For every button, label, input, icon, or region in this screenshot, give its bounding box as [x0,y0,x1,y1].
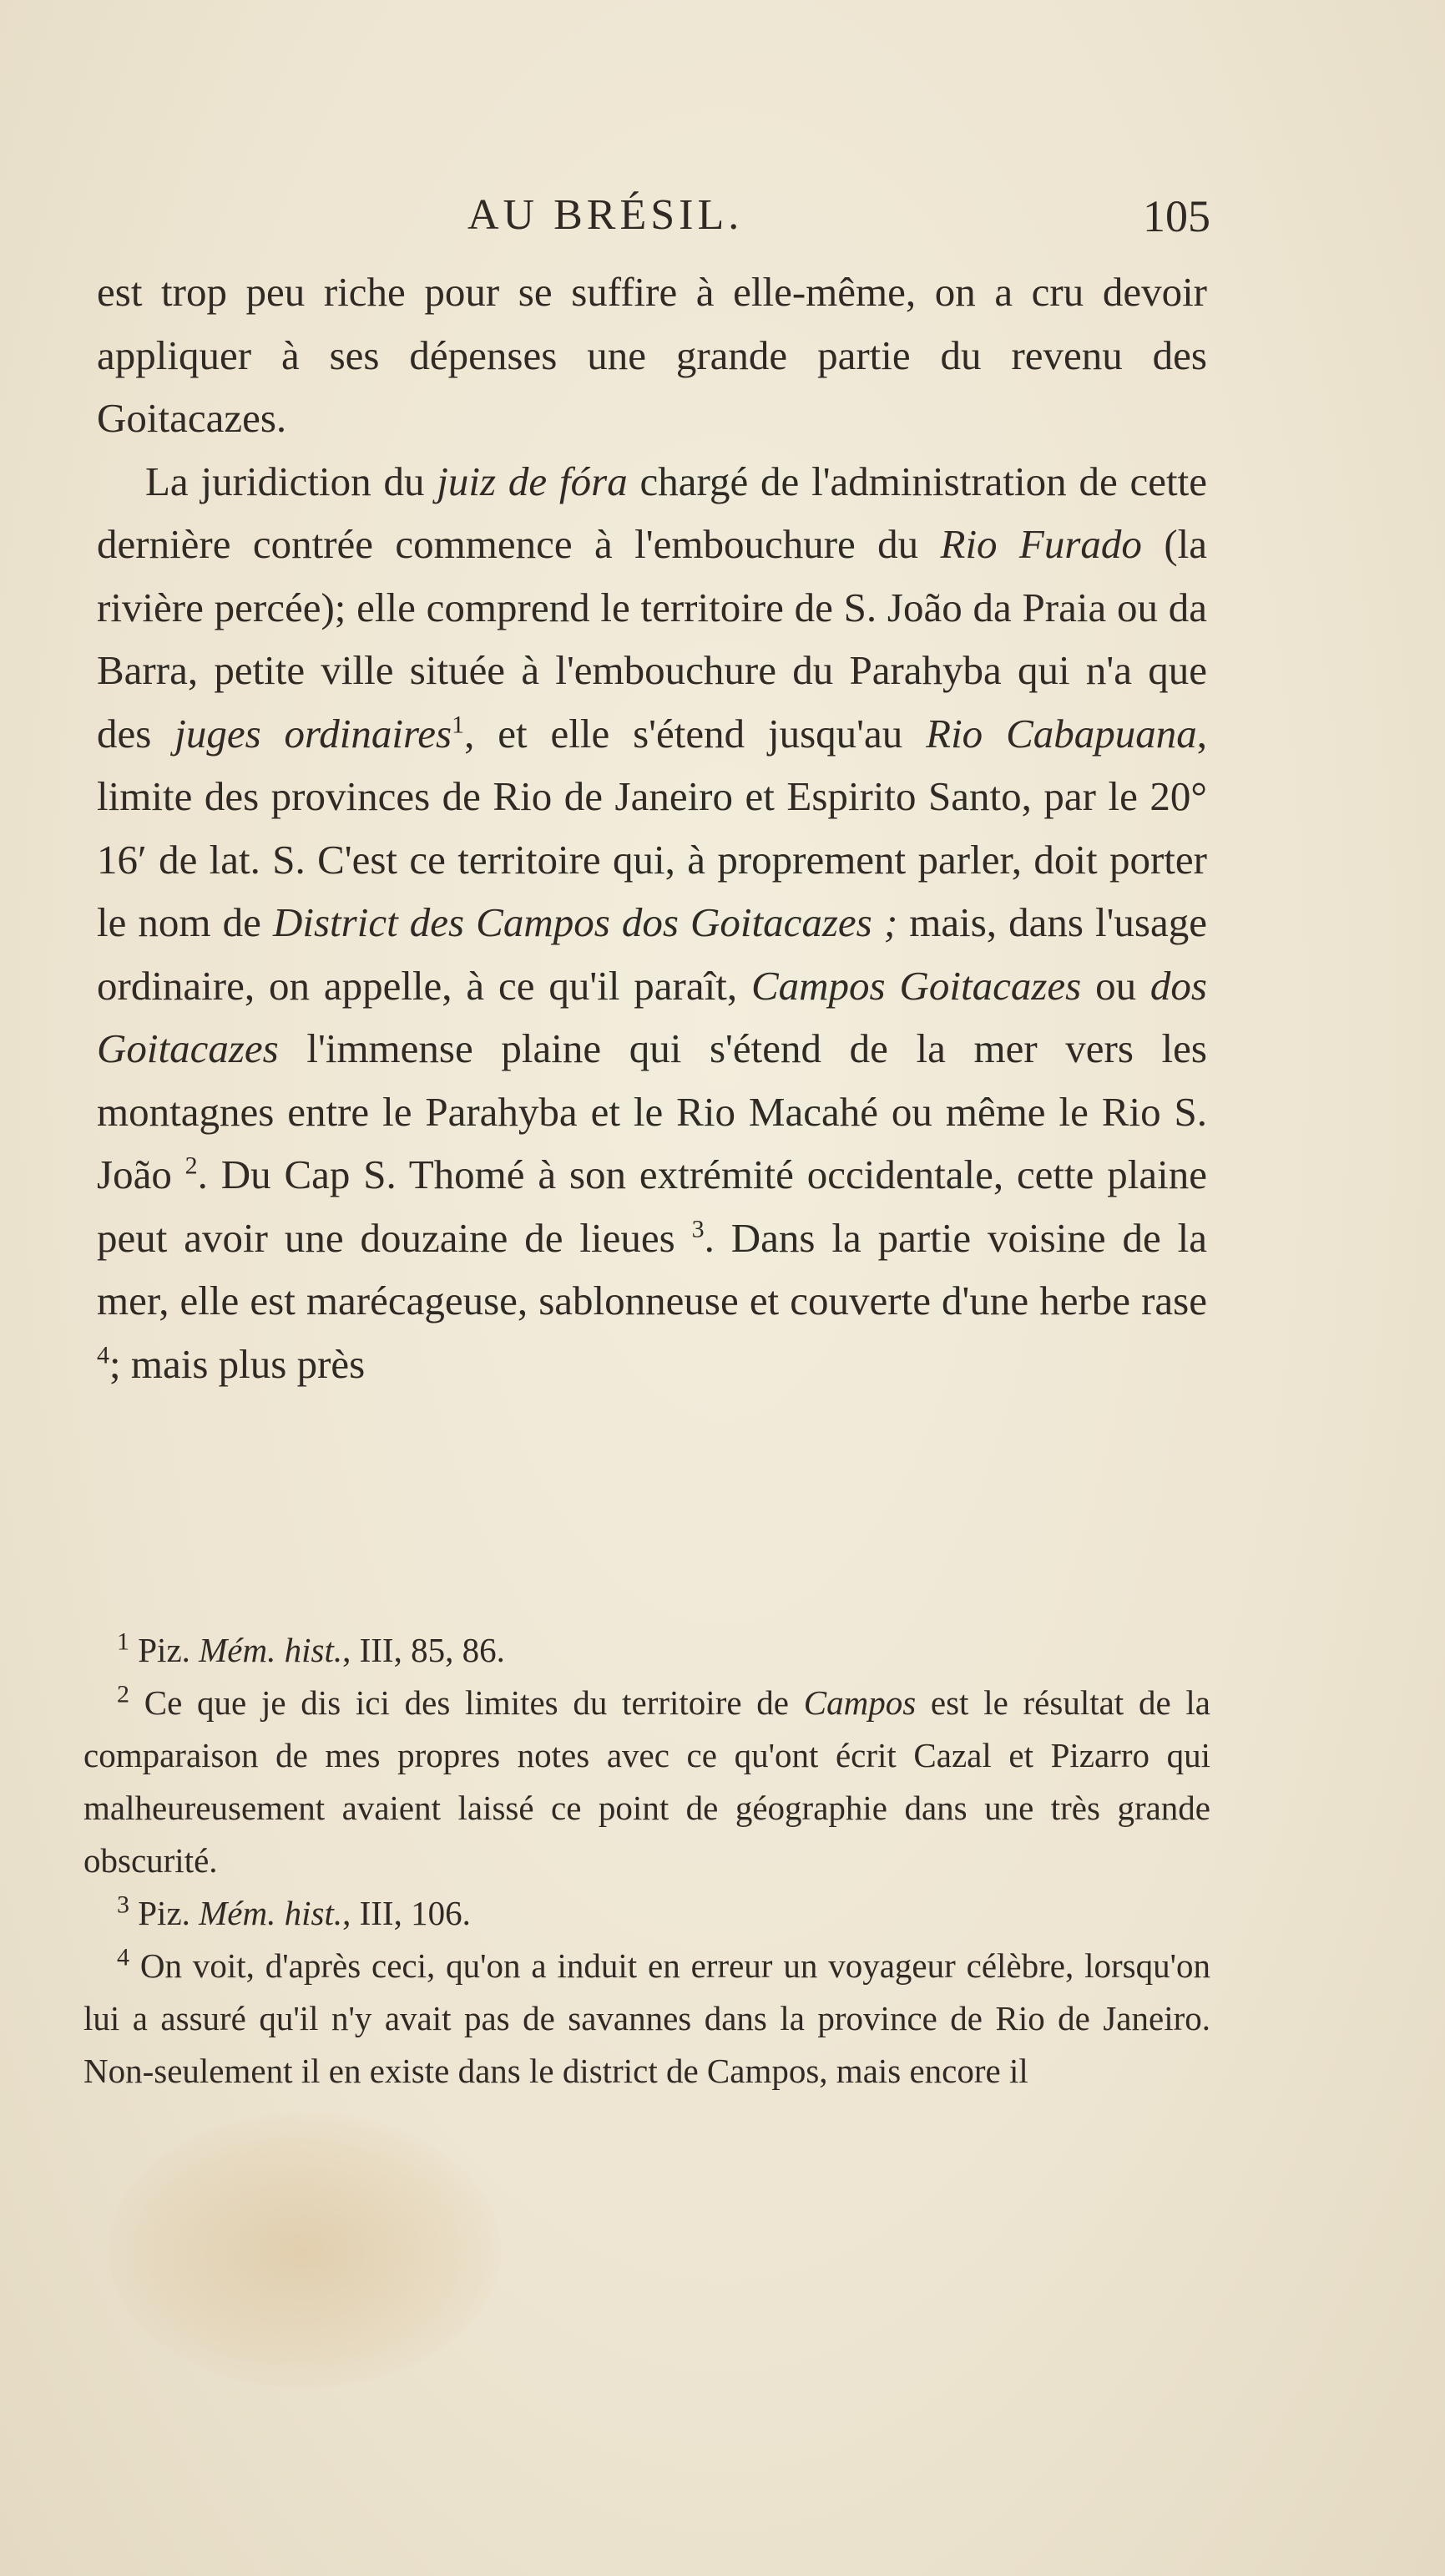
page-number: 105 [1143,191,1210,241]
paragraph-continued: est trop peu riche pour se suffire à elle-même, on a cru devoir appliquer à ses dépenses une grande partie du revenu des Goitacazes. [97,269,1207,441]
term-rio-cabapuana: Rio Cabapuana [926,710,1197,757]
term-juges-ordinaires: juges ordinaires [174,710,452,757]
footnote-ref-1: 1 [452,711,465,739]
body-text [97,261,1207,1395]
page-header [92,190,1210,257]
footnote-4: $^4$ On voit, d'après ceci, qu'on a induit en erreur un voyageur célèbre, lorsqu'on lui a assuré qu'il n'y avait pas de savannes dans la province de Rio de Janeiro. Non-seulement il en existe dans le district de Campos, mais encore il [83,1943,1210,2090]
footnote-2: $^2$ Ce que je dis ici des limites du territoire de Campos est le résultat de la comparaison de mes propres notes avec ce qu'ont écrit Cazal et Pizarro qui malheureusement avaient laissé ce point de géographie dans une très grande obscurité. [83,1680,1210,1880]
footnote-ref-4: 4 [97,1341,109,1369]
term-juiz-de-fora: juiz de fóra [437,458,628,504]
footnote-ref-3: 3 [691,1215,705,1243]
footnote-1: $^1$ Piz. Mém. hist., III, 85, 86. [117,1627,505,1669]
term-district: District des Campos dos Goitacazes ; [272,899,898,945]
term-rio-furado: Rio Furado [940,521,1142,567]
paper-stain [109,2113,501,2388]
term-dos-goitacazes: dos Goitacazes [97,962,1207,1071]
term-campos-goitacazes: Campos Goitacazes [750,962,1082,1009]
running-title: AU BRÉSIL. [467,191,744,239]
footnote-3: $^3$ Piz. Mém. hist., III, 106. [117,1890,471,1932]
paragraph-juridiction: La juridiction du juiz de fóra chargé de l'administration de cette dernière contrée commence à l'embouchure du Rio Furado (la rivière percée); elle comprend le territoire de S. João da Praia ou da Barra, petite ville située à l'embouchure du Parahyba qui n'a que des juges ordinaires$^1$, et elle s'étend jusqu'au Rio Cabapuana, limite des provinces de Rio de Janeiro et Espirito Santo, par le 20° 16′ de lat. S. C'est ce territoire qui, à proprement parler, doit porter le nom de District des Campos dos Goitacazes ; mais, dans l'usage ordinaire, on appelle, à ce qu'il paraît, Campos Goitacazes ou dos Goitacazes l'immense plaine qui s'étend de la mer vers les montagnes entre le Parahyba et le Rio Macahé ou même le Rio S. João $^2$. Du Cap S. Thomé à son extrémité occidentale, cette plaine peut avoir une douzaine de lieues $^3$. Dans la partie voisine de la mer, elle est marécageuse, sablonneuse et couverte d'une herbe rase $^4$; mais plus près [97,458,1208,1387]
footnote-ref-2: 2 [184,1151,198,1180]
footnotes [83,1624,1210,2098]
